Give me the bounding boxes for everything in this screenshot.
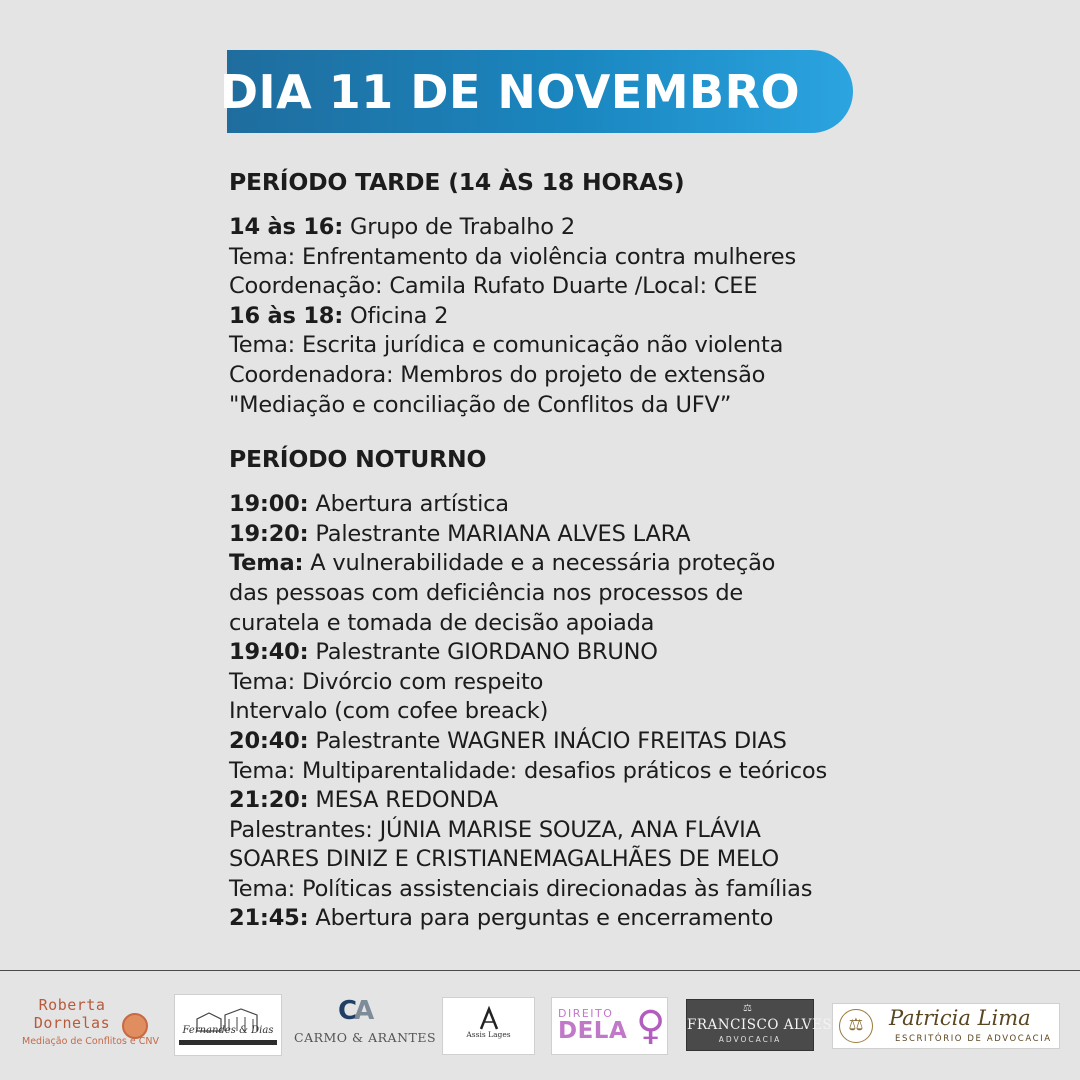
roberta-dornelas-logo [22,996,160,1056]
dela-label: DELA [558,1018,628,1044]
schedule-line [229,668,1069,698]
schedule-line-time: 21:20: [229,787,309,814]
ca-mark-a: A [354,996,372,1026]
schedule-line-text: MESA REDONDA [308,787,498,814]
schedule-line-time: 20:40: [229,727,309,754]
night-section-title: PERÍODO NOTURNO [229,445,487,474]
direito-dela-logo [551,997,668,1055]
schedule-line [229,579,1069,609]
schedule-line [229,816,1069,846]
direito-label: DIREITO [558,1007,614,1020]
schedule-line [229,757,1069,787]
schedule-line-time: 21:45: [229,905,309,932]
schedule-line [229,609,1069,639]
afternoon-schedule [229,213,1069,420]
schedule-line-text: das pessoas com deficiência nos processos de [229,579,744,606]
schedule-line-text: A vulnerabilidade e a necessária proteção [303,550,776,577]
francisco-name: FRANCISCO ALVES [687,1017,833,1033]
afternoon-section-title: PERÍODO TARDE (14 ÀS 18 HORAS) [229,168,685,196]
roberta-subtitle: Mediação de Conflitos e CNV [22,1036,160,1047]
schedule-line-text: Abertura artística [308,491,509,518]
schedule-line-text: Intervalo (com cofee breack) [229,698,549,725]
schedule-line [229,361,1069,391]
schedule-line-time: Tema: [229,550,304,577]
schedule-line-text: Coordenadora: Membros do projeto de extensão [229,361,766,388]
schedule-line-text: Palestrante GIORDANO BRUNO [308,639,658,666]
carmo-arantes-logo [294,996,437,1054]
schedule-content [229,165,1069,934]
schedule-line [229,875,1069,905]
schedule-line-time: 19:20: [229,520,309,547]
patricia-subtitle: ESCRITÓRIO DE ADVOCACIA [895,1034,1052,1044]
schedule-line [229,549,1069,579]
schedule-line [229,727,1069,757]
schedule-line [229,697,1069,727]
schedule-line [229,638,1069,668]
schedule-line [229,331,1069,361]
schedule-line-time: 19:00: [229,491,309,518]
schedule-line [229,786,1069,816]
carmo-name: CARMO & ARANTES [294,1030,437,1045]
francisco-alves-logo [686,999,833,1051]
schedule-line-time: 16 às 18: [229,302,344,329]
fernandes-name: Fernandes & Dias [182,1025,274,1036]
scales-icon: ⚖ [743,1003,752,1014]
assis-lages-logo [442,997,535,1055]
schedule-line [229,302,1069,332]
schedule-line-text: "Mediação e conciliação de Conflitos da UFV” [229,391,732,418]
schedule-line-text: Palestrantes: JÚNIA MARISE SOUZA, ANA FLÁVIA [229,816,761,843]
schedule-line [229,213,1069,243]
schedule-line [229,845,1069,875]
schedule-line-time: 19:40: [229,639,309,666]
assis-name: Assis Lages [466,1030,511,1039]
francisco-subtitle: ADVOCACIA [718,1035,782,1044]
schedule-line-text: Coordenação: Camila Rufato Duarte /Local: CEE [229,273,758,300]
schedule-line-time: 14 às 16: [229,214,344,240]
schedule-line [229,243,1069,273]
schedule-line [229,490,1069,520]
ca-mark-c: C [338,996,355,1026]
title-banner [219,50,853,133]
schedule-line-text: Abertura para perguntas e encerramento [308,905,774,932]
schedule-line [229,272,1069,302]
schedule-line-text: Tema: Enfrentamento da violência contra mulheres [229,243,796,270]
roberta-name-line2: Dornelas [33,1014,111,1032]
footer-divider [0,970,1080,971]
patricia-lima-logo [832,1003,1060,1049]
schedule-line-text: Palestrante WAGNER INÁCIO FREITAS DIAS [308,727,787,754]
fernandes-bar [179,1040,277,1045]
fernandes-dias-logo [174,994,282,1056]
patricia-name: Patricia Lima [889,1006,1031,1030]
schedule-line-text: curatela e tomada de decisão apoiada [229,609,655,636]
schedule-line-text: Palestrante MARIANA ALVES LARA [308,520,691,547]
schedule-line-text: Tema: Multiparentalidade: desafios práticos e teóricos [229,757,828,784]
scales-circle-icon: ⚖ [839,1009,873,1043]
schedule-line-text: SOARES DINIZ E CRISTIANEMAGALHÃES DE MELO [229,846,780,873]
schedule-line-text: Oficina 2 [343,302,449,329]
schedule-line [229,904,1069,934]
night-schedule [229,490,1069,934]
schedule-line-text: Tema: Políticas assistenciais direcionadas às famílias [229,875,813,902]
assis-lages-mark-icon [479,1008,499,1030]
schedule-line-text: Tema: Escrita jurídica e comunicação não violenta [229,332,784,359]
roberta-name-line1: Roberta [38,996,106,1014]
schedule-line [229,520,1069,550]
schedule-line-text: Grupo de Trabalho 2 [343,214,575,240]
schedule-line [229,391,1069,421]
schedule-line-text: Tema: Divórcio com respeito [229,668,544,695]
page-title: DIA 11 DE NOVEMBRO [219,64,801,119]
female-symbol-icon: ♀ [636,1003,666,1049]
ca-monogram-icon [338,996,371,1026]
